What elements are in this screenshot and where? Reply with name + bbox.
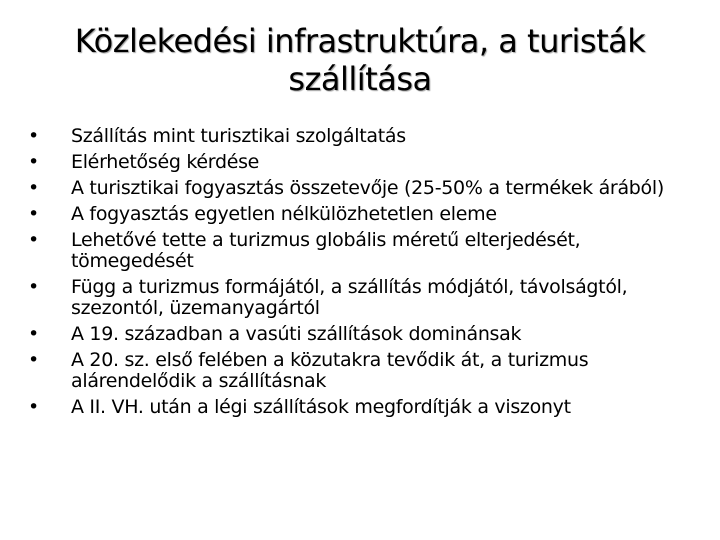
bullet-text: A fogyasztás egyetlen nélkülözhetetlen eleme (71, 203, 497, 225)
bullet-icon: • (28, 396, 39, 418)
bullet-icon: • (28, 349, 39, 371)
list-item (28, 204, 688, 225)
bullet-icon: • (28, 323, 39, 345)
list-item (28, 152, 688, 173)
bullet-icon: • (28, 151, 39, 173)
bullet-icon: • (28, 276, 39, 298)
list-item (28, 178, 688, 199)
bullet-icon: • (28, 229, 39, 251)
list-item (28, 277, 688, 319)
bullet-text: A 19. században a vasúti szállítások dominánsak (71, 323, 522, 345)
bullet-text: A 20. sz. első felében a közutakra tevődik át, a turizmus alárendelődik a szállításnak (71, 349, 589, 392)
list-item (28, 397, 688, 418)
list-item (28, 230, 688, 272)
bullet-icon: • (28, 203, 39, 225)
bullet-icon: • (28, 125, 39, 147)
list-item (28, 350, 688, 392)
bullet-text: Elérhetőség kérdése (71, 151, 260, 173)
bullet-text: A turisztikai fogyasztás összetevője (25-50% a termékek árából) (71, 177, 664, 199)
bullet-icon: • (28, 177, 39, 199)
bullet-text: A II. VH. után a légi szállítások megfordítják a viszonyt (71, 396, 571, 418)
list-item (28, 126, 688, 147)
slide-title: Közlekedési infrastruktúra, a turisták szállítása (74, 22, 646, 98)
bullet-text: Függ a turizmus formájától, a szállítás módjától, távolságtól, szezontól, üzemanyagártól (71, 276, 628, 319)
bullet-text: Lehetővé tette a turizmus globális méretű elterjedését, tömegedését (71, 229, 581, 272)
bullet-text: Szállítás mint turisztikai szolgáltatás (71, 125, 406, 147)
bullet-list (28, 126, 688, 423)
list-item (28, 324, 688, 345)
